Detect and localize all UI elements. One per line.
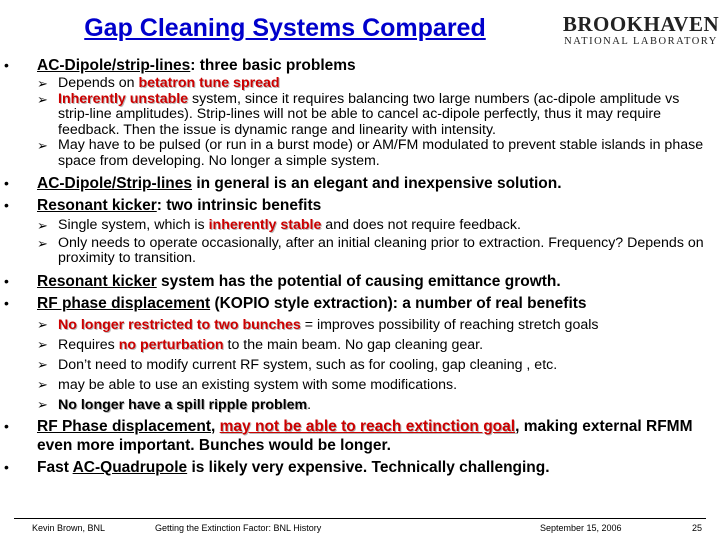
sub-operate-occasionally: ➢ Only needs to operate occasionally, after an initial cleaning prior to extraction. Frequency? Depends on proximity to transition. [0, 236, 720, 267]
brookhaven-logo [560, 12, 720, 48]
footer-date: September 15, 2006 [540, 523, 622, 533]
sub-spill-ripple: ➢ No longer have a spill ripple problem. [0, 395, 720, 415]
bullet-rf-phase-extinction: • RF Phase displacement, may not be able to reach extinction goal, making external RFMM even more important. Bunches would be longer. [0, 417, 720, 455]
page-title: Gap Cleaning Systems Compared [84, 14, 486, 42]
sub-pulsed-mode: ➢ May have to be pulsed (or run in a burst mode) or AM/FM modulated to prevent stable islands in phase space from developing. No longer a simple system. [0, 138, 720, 169]
bullet-resonant-kicker-benefits: • Resonant kicker: two intrinsic benefits [0, 196, 720, 215]
footer-author: Kevin Brown, BNL [32, 523, 106, 533]
footer-divider [14, 518, 706, 519]
logo-subtitle: NATIONAL LABORATORY [564, 36, 718, 47]
sub-single-system: ➢ Single system, which is inherently stable and does not require feedback. [0, 218, 720, 234]
sub-tune-spread: ➢ Depends on betatron tune spread [0, 76, 720, 92]
sub-existing-system: ➢ may be able to use an existing system with some modifications. [0, 375, 720, 395]
sub-inherently-unstable: ➢ Inherently unstable system, since it requires balancing two large numbers (ac-dipole amplitude vs strip-line amplitudes). Strip-lines will not be able to cancel ac-dipole perfectly, thus it may require feedback. Then the issue is dynamic range and linearity with intensity. [0, 92, 720, 139]
sub-two-bunches: ➢ No longer restricted to two bunches = improves possibility of reaching stretch goals [0, 315, 720, 335]
bullet-rf-phase-benefits: • RF phase displacement (KOPIO style extraction): a number of real benefits [0, 294, 720, 313]
bullet-ac-dipole-problems: • AC-Dipole/strip-lines: three basic problems [0, 56, 720, 75]
sub-no-perturbation: ➢ Requires no perturbation to the main beam. No gap cleaning gear. [0, 335, 720, 355]
sub-rf-system: ➢ Don’t need to modify current RF system, such as for cooling, gap cleaning , etc. [0, 355, 720, 375]
footer-talk-title: Getting the Extinction Factor: BNL History [155, 523, 322, 533]
logo-name: BROOKHAVEN [562, 12, 720, 36]
bullet-ac-dipole-elegant: • AC-Dipole/Strip-lines in general is an elegant and inexpensive solution. [0, 174, 720, 193]
footer-page-number: 25 [692, 523, 703, 533]
bullet-emittance-growth: • Resonant kicker system has the potential of causing emittance growth. [0, 272, 720, 291]
bullet-ac-quadrupole: • Fast AC-Quadrupole is likely very expensive. Technically challenging. [0, 458, 720, 477]
slide-content [0, 56, 720, 477]
